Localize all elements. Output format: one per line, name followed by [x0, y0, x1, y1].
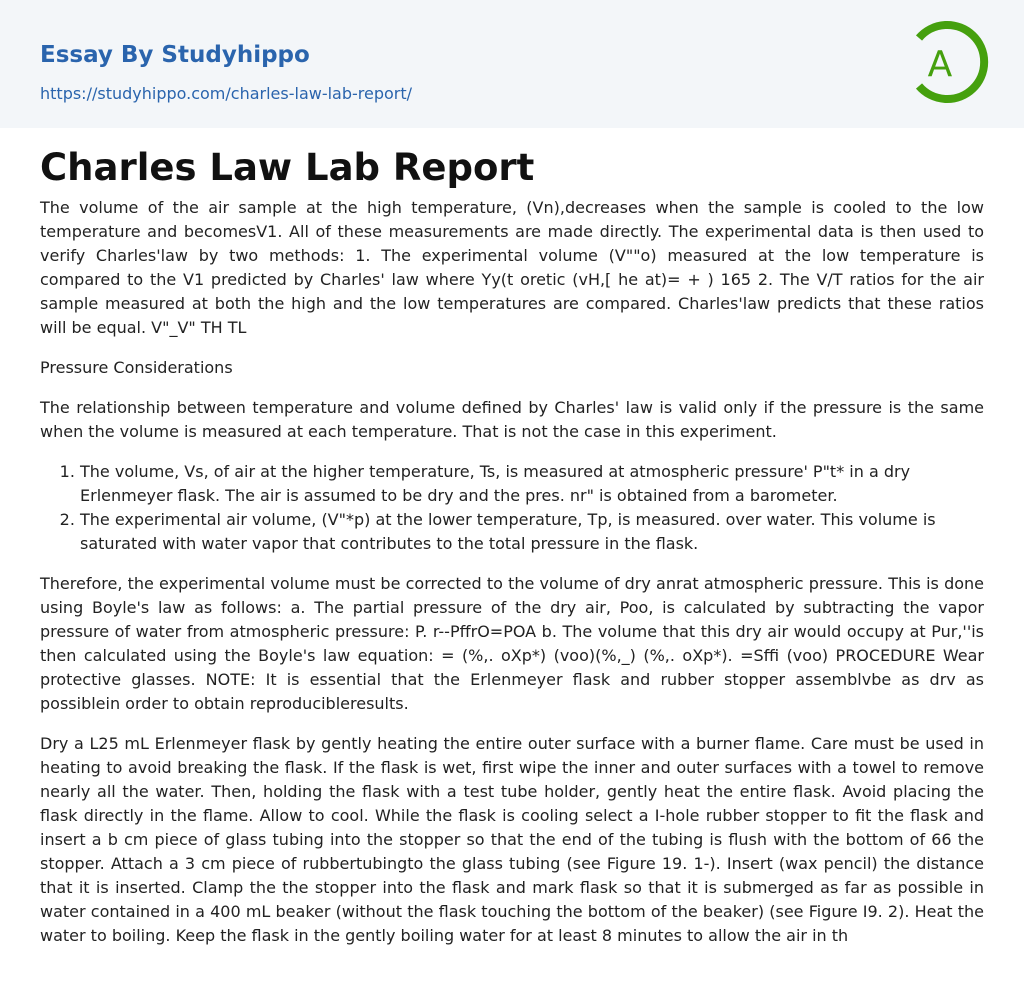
studyhippo-logo-icon — [905, 18, 989, 106]
paragraph-correction: Therefore, the experimental volume must be corrected to the volume of dry anrat atmospheric pressure. This is done using Boyle's law as follows: a. The partial pressure of the dry air, Poo, is calculated by subtracting the vapor pressure of water from atmospheric pressure: P. r--PffrO=POA b. The volume that this dry air would occupy at Pur,''is then calculated using the Boyle's law equation: = (%,. oXp*) (voo)(%,_) (%,. oXp*). =Sffi (voo) PROCEDURE Wear protective glasses. NOTE: It is essential that the Erlenmeyer flask and rubber stopper assemblvbe as drv as possiblein order to obtain reproducibleresults. — [40, 574, 984, 713]
section-subheading: Pressure Considerations — [40, 358, 233, 377]
paragraph-intro: The volume of the air sample at the high temperature, (Vn),decreases when the sample is cooled to the low temperature and becomesV1. All of these measurements are made directly. The experimental data is then used to verify Charles'law by two methods: 1. The experimental volume (V""o) measured at the low temperature is compared to the V1 predicted by Charles' law where Yy(t oretic (vH,[ he at)= + ) 165 2. The V/T ratios for the air sample measured at both the high and the low temperatures are compared. Charles'law predicts that these ratios will be equal. V"_V" TH TL — [40, 198, 984, 337]
page-title: Charles Law Lab Report — [40, 146, 535, 189]
site-header — [0, 0, 1024, 128]
source-url-link[interactable]: https://studyhippo.com/charles-law-lab-report/ — [40, 84, 413, 103]
paragraph-pressure: The relationship between temperature and volume defined by Charles' law is valid only if the pressure is the same when the volume is measured at each temperature. That is not the case in this experiment. — [40, 398, 984, 441]
numbered-list — [40, 460, 984, 556]
list-item: 1. The volume, Vs, of air at the higher temperature, Ts, is measured at atmospheric pressure' P"t* in a dry Erlenmeyer flask. The air is assumed to be dry and the pres. nr" is obtained from a barometer. — [80, 460, 984, 508]
list-item: 2. The experimental air volume, (V"*p) at the lower temperature, Tp, is measured. over water. This volume is saturated with water vapor that contributes to the total pressure in the flask. — [80, 508, 984, 556]
article — [0, 146, 1024, 948]
paragraph-procedure: Dry a L25 mL Erlenmeyer flask by gently heating the entire outer surface with a burner flame. Care must be used in heating to avoid breaking the flask. If the flask is wet, first wipe the inner and outer surfaces with a towel to remove nearly all the water. Then, holding the flask with a test tube holder, gently heat the entire flask. Avoid placing the flask directly in the flame. Allow to cool. While the flask is cooling select a I-hole rubber stopper to fit the flask and insert a b cm piece of glass tubing into the stopper so that the end of the tubing is flush with the bottom of 66 the stopper. Attach a 3 cm piece of rubbertubingto the glass tubing (see Figure 19. 1-). Insert (wax pencil) the distance that it is inserted. Clamp the the stopper into the flask and mark flask so that it is submerged as far as possible in water contained in a 400 mL beaker (without the flask touching the bottom of the beaker) (see Figure I9. 2). Heat the water to boiling. Keep the flask in the gently boiling water for at least 8 minutes to allow the air in th — [40, 734, 984, 945]
logo-letter: A — [927, 44, 953, 85]
brand-title: Essay By Studyhippo — [40, 42, 310, 68]
